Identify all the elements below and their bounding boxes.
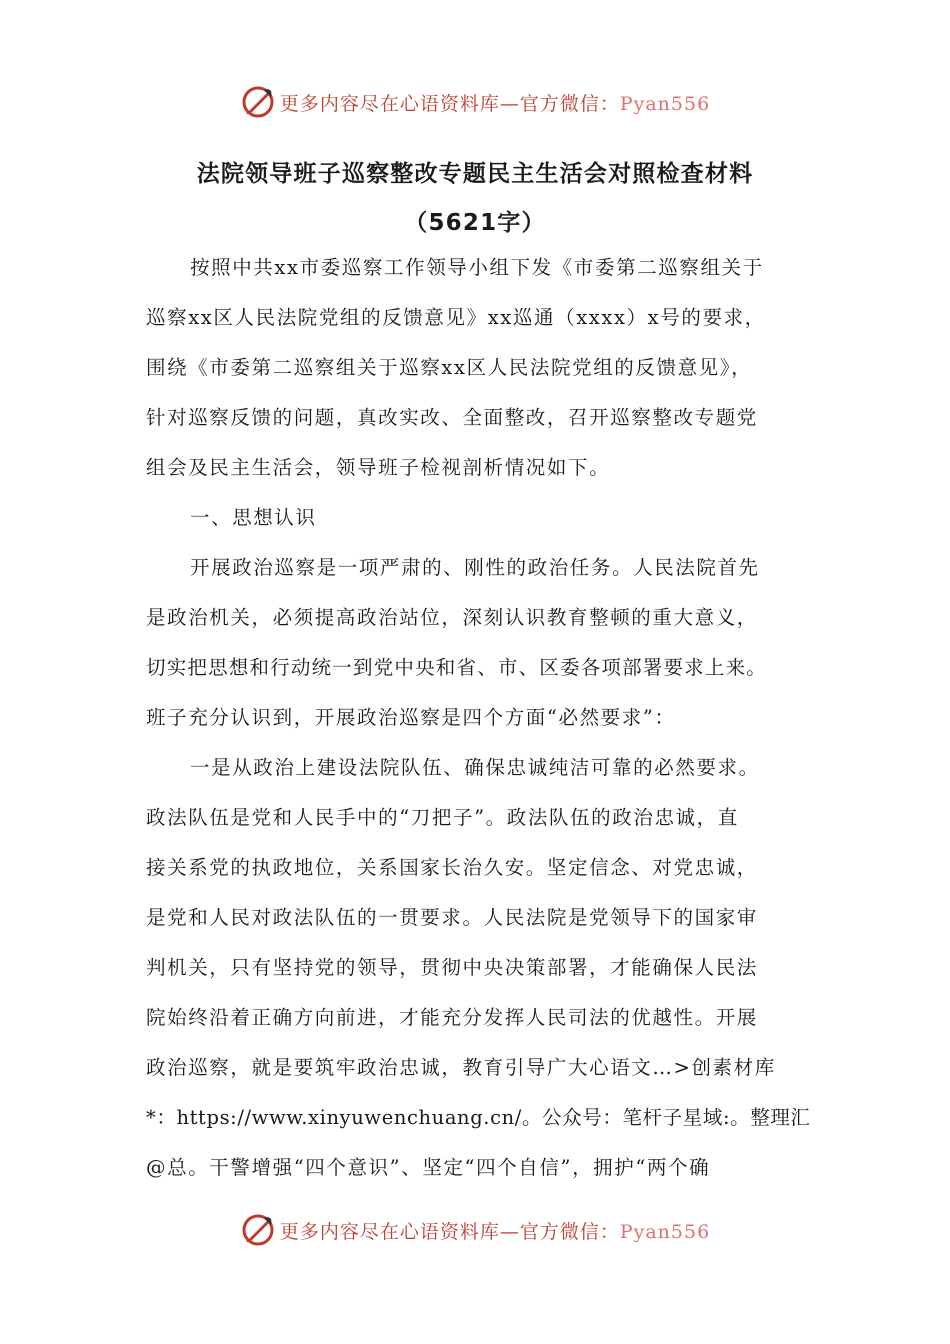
document-title: 法院领导班子巡察整改专题民主生活会对照检查材料 bbox=[196, 161, 754, 187]
body-line: 是政治机关，必须提高政治站位，深刻认识教育整顿的重大意义， bbox=[146, 606, 758, 629]
quill-logo-icon bbox=[240, 1212, 276, 1248]
body-line: 班子充分认识到，开展政治巡察是四个方面“必然要求”： bbox=[146, 706, 676, 729]
body-line: 判机关，只有坚持党的领导，贯彻中央决策部署，才能确保人民法 bbox=[146, 956, 758, 979]
body-line: 围绕《市委第二巡察组关于巡察xx区人民法院党组的反馈意见》， bbox=[146, 356, 753, 379]
body-line: *：https://www.xinyuwenchuang.cn/。公众号：笔杆子星域:。整理汇 bbox=[146, 1106, 811, 1129]
body-line: 院始终沿着正确方向前进，才能充分发挥人民司法的优越性。开展 bbox=[146, 1006, 758, 1029]
banner-text: 更多内容尽在心语资料库—官方微信：Pyan556 bbox=[279, 92, 711, 115]
footer-banner bbox=[0, 1208, 950, 1252]
body-line: 针对巡察反馈的问题，真改实改、全面整改，召开巡察整改专题党 bbox=[146, 406, 758, 429]
banner-wechat: Pyan556 bbox=[619, 92, 711, 115]
body-line: 组会及民主生活会，领导班子检视剖析情况如下。 bbox=[146, 456, 611, 479]
body-line: 切实把思想和行动统一到党中央和省、市、区委各项部署要求上来。 bbox=[146, 656, 768, 679]
body-line: 一是从政治上建设法院队伍、确保忠诚纯洁可靠的必然要求。 bbox=[190, 756, 760, 779]
banner-text: 更多内容尽在心语资料库—官方微信：Pyan556 bbox=[279, 1220, 711, 1243]
body-line: 接关系党的执政地位，关系国家长治久安。坚定信念、对党忠诚， bbox=[146, 856, 758, 879]
body-line: 政治巡察，就是要筑牢政治忠诚，教育引导广大心语文…>创素材库 bbox=[146, 1056, 776, 1079]
document-subtitle: （5621字） bbox=[404, 210, 546, 236]
body-line: 巡察xx区人民法院党组的反馈意见》xx巡通（xxxx）x号的要求， bbox=[146, 306, 766, 329]
section-heading: 一、思想认识 bbox=[190, 506, 317, 529]
banner-wechat: Pyan556 bbox=[619, 1220, 711, 1243]
body-line: 按照中共xx市委巡察工作领导小组下发《市委第二巡察组关于 bbox=[190, 256, 764, 279]
header-banner bbox=[0, 80, 950, 124]
body-line: 开展政治巡察是一项严肃的、刚性的政治任务。人民法院首先 bbox=[190, 556, 760, 579]
body-line: 政法队伍是党和人民手中的“刀把子”。政法队伍的政治忠诚，直 bbox=[146, 806, 739, 829]
body-line: 是党和人民对政法队伍的一贯要求。人民法院是党领导下的国家审 bbox=[146, 906, 758, 929]
body-line: @总。干警增强“四个意识”、坚定“四个自信”，拥护“两个确 bbox=[146, 1156, 711, 1179]
quill-logo-icon bbox=[240, 84, 276, 120]
